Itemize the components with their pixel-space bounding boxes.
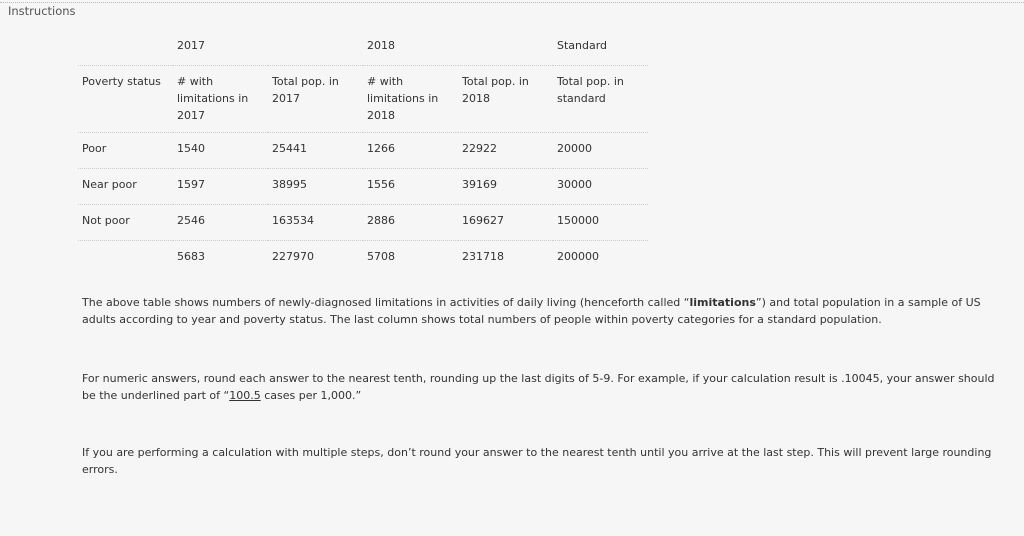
- cell: 1556: [363, 169, 458, 205]
- bold-term: limitations: [689, 296, 756, 309]
- group-cell: [78, 30, 173, 66]
- group-cell: [458, 30, 553, 66]
- cell: 169627: [458, 205, 553, 241]
- cell: 1540: [173, 133, 268, 169]
- header-cell: Total pop. in 2017: [268, 66, 363, 133]
- table-description: [82, 294, 1007, 328]
- underlined-example: 100.5: [229, 389, 261, 402]
- cell: Not poor: [78, 205, 173, 241]
- instructions-heading: Instructions: [8, 4, 76, 18]
- cell: 38995: [268, 169, 363, 205]
- cell: 2886: [363, 205, 458, 241]
- data-table: [78, 30, 648, 276]
- group-cell: 2018: [367, 39, 395, 52]
- total-row: [78, 241, 648, 277]
- cell: 20000: [553, 133, 648, 169]
- header-cell: # with limitations in 2017: [173, 66, 268, 133]
- cell: 25441: [268, 133, 363, 169]
- group-cell: Standard: [557, 39, 608, 52]
- cell: 163534: [268, 205, 363, 241]
- column-header-row: [78, 66, 648, 133]
- group-cell: [268, 30, 363, 66]
- text: cases per 1,000.”: [260, 389, 362, 402]
- cell: 150000: [553, 205, 648, 241]
- cell: 30000: [553, 169, 648, 205]
- cell: Near poor: [78, 169, 173, 205]
- cell: 1597: [173, 169, 268, 205]
- cell: 2546: [173, 205, 268, 241]
- header-cell: Total pop. in standard: [553, 66, 648, 133]
- header-cell: # with limitations in 2018: [363, 66, 458, 133]
- cell: 5683: [173, 241, 268, 277]
- cell: 227970: [268, 241, 363, 277]
- cell: 231718: [458, 241, 553, 277]
- text: ”) and total population in a sample of US adults according to year and poverty status. The last column shows total numbers of people within poverty categories for a standard population.: [82, 296, 981, 326]
- table-row: [78, 133, 648, 169]
- cell: 5708: [363, 241, 458, 277]
- rounding-instructions: [82, 370, 1007, 404]
- header-cell: Total pop. in 2018: [458, 66, 553, 133]
- cell: 39169: [458, 169, 553, 205]
- cell: 22922: [458, 133, 553, 169]
- cell: Poor: [78, 133, 173, 169]
- table-row: [78, 205, 648, 241]
- text: The above table shows numbers of newly-diagnosed limitations in activities of daily living (henceforth called “: [82, 296, 690, 309]
- table-row: [78, 169, 648, 205]
- cell: [78, 241, 173, 277]
- multistep-instructions: If you are performing a calculation with multiple steps, don’t round your answer to the nearest tenth until you arrive at the last step. This will prevent large rounding errors.: [82, 446, 992, 476]
- header-cell: Poverty status: [78, 66, 173, 133]
- group-cell: 2017: [177, 39, 205, 52]
- year-header-row: [78, 30, 648, 66]
- top-divider: [0, 2, 1024, 3]
- text: For numeric answers, round each answer to the nearest tenth, rounding up the last digits of 5-9. For example, if your calculation result is .10045, your answer should be the underlined part of “: [82, 372, 995, 402]
- cell: 200000: [553, 241, 648, 277]
- cell: 1266: [363, 133, 458, 169]
